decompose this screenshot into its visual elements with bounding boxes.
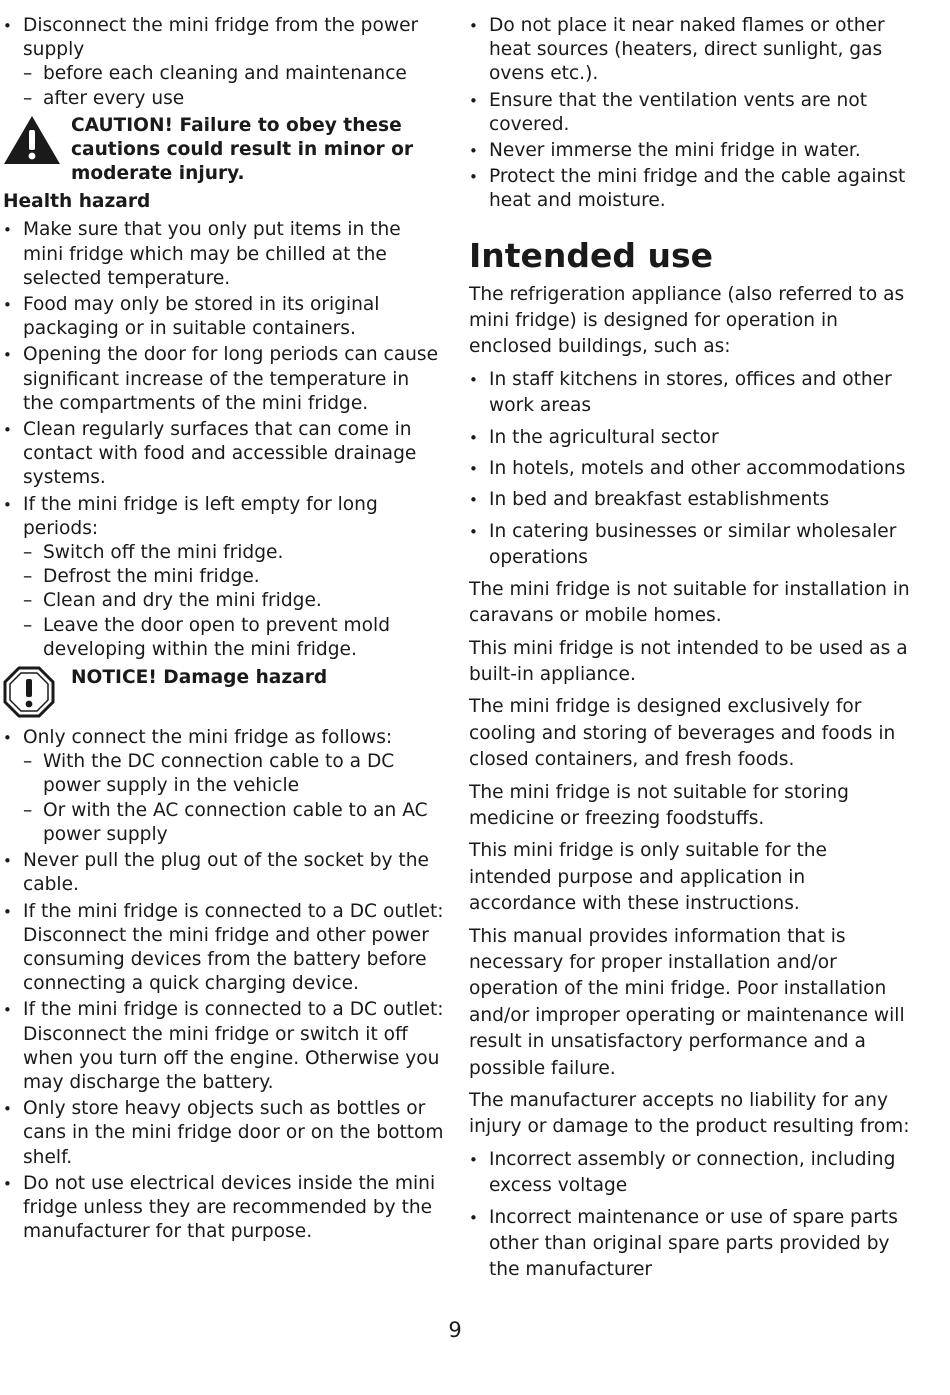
list-item bbox=[3, 726, 445, 847]
sublist-item: – Defrost the mini fridge. bbox=[23, 565, 445, 589]
paragraph: This mini fridge is not intended to be used as a built-in appliance. bbox=[469, 637, 908, 685]
sublist-item: – With the DC connection cable to a DC power supply in the vehicle bbox=[23, 750, 445, 798]
warning-triangle-icon bbox=[3, 114, 71, 170]
list-item: • Protect the mini fridge and the cable against heat and moisture. bbox=[469, 165, 914, 213]
sublist-item: – before each cleaning and maintenance bbox=[23, 62, 445, 86]
list-item: • In catering businesses or similar wholesaler operations bbox=[469, 519, 914, 572]
list-item: • In hotels, motels and other accommodations bbox=[469, 456, 914, 482]
list-item: • Clean regularly surfaces that can come in contact with food and accessible drainage systems. bbox=[3, 418, 445, 491]
list-item: • If the mini fridge is connected to a DC outlet: Disconnect the mini fridge or switch it off when you turn off the engine. Otherwise you may discharge the battery. bbox=[3, 998, 445, 1095]
sublist bbox=[23, 750, 445, 847]
sublist-item: – Clean and dry the mini fridge. bbox=[23, 589, 445, 613]
list-item: • Never immerse the mini fridge in water. bbox=[469, 139, 914, 163]
health-list bbox=[3, 218, 445, 662]
paragraph: The mini fridge is designed exclusively for cooling and storing of beverages and foods in closed containers, and fresh foods. bbox=[469, 696, 896, 771]
paragraph: This manual provides information that is necessary for proper installation and/or operation of the mini fridge. Poor installation and/or improper operating or maintenance will result in unsatisfactory performance and a possible failure. bbox=[469, 925, 905, 1079]
list-item: • Make sure that you only put items in the mini fridge which may be chilled at the selected temperature. bbox=[3, 218, 445, 291]
right-column bbox=[469, 14, 914, 1289]
list-item bbox=[3, 14, 445, 111]
health-hazard-heading: Health hazard bbox=[3, 191, 151, 213]
paragraph: The mini fridge is not suitable for installation in caravans or mobile homes. bbox=[469, 578, 910, 627]
list-item: • In bed and breakfast establishments bbox=[469, 487, 914, 513]
notice-octagon-icon bbox=[3, 666, 71, 722]
list-item: • Incorrect assembly or connection, including excess voltage bbox=[469, 1147, 914, 1200]
section-heading: Intended use bbox=[469, 235, 714, 275]
places-list bbox=[469, 367, 914, 572]
caution-block bbox=[3, 114, 445, 187]
sublist-item: – Or with the AC connection cable to an AC power supply bbox=[23, 799, 445, 847]
list-item: • Food may only be stored in its original packaging or in suitable containers. bbox=[3, 293, 445, 341]
list-item: • Incorrect maintenance or use of spare parts other than original spare parts provided by the manufacturer bbox=[469, 1205, 914, 1284]
sublist bbox=[23, 62, 445, 110]
list-item: • Ensure that the ventilation vents are not covered. bbox=[469, 89, 914, 137]
sublist-item: – Leave the door open to prevent mold developing within the mini fridge. bbox=[23, 614, 445, 662]
notice-list bbox=[3, 726, 445, 1244]
list-item: • In the agricultural sector bbox=[469, 425, 914, 451]
sublist-item: – after every use bbox=[23, 87, 445, 111]
paragraph: The manufacturer accepts no liability for any injury or damage to the product resulting from: bbox=[469, 1090, 910, 1138]
safety-list bbox=[469, 14, 914, 214]
list-item: • Opening the door for long periods can cause significant increase of the temperature in the compartments of the mini fridge. bbox=[3, 343, 445, 416]
left-column bbox=[3, 14, 445, 1246]
paragraph: This mini fridge is only suitable for the intended purpose and application in accordance with these instructions. bbox=[469, 840, 827, 915]
list-item-text: If the mini fridge is left empty for long periods: bbox=[23, 493, 378, 539]
sublist bbox=[23, 541, 445, 662]
list-item bbox=[3, 493, 445, 662]
list-item: • Do not place it near naked flames or other heat sources (heaters, direct sunlight, gas ovens etc.). bbox=[469, 14, 914, 87]
notice-block bbox=[3, 666, 445, 722]
disconnect-list bbox=[3, 14, 445, 111]
paragraph: The mini fridge is not suitable for storing medicine or freezing foodstuffs. bbox=[469, 781, 849, 829]
list-item-text: Disconnect the mini fridge from the power supply bbox=[23, 15, 419, 61]
page-number: 9 bbox=[448, 1318, 462, 1342]
list-item: • Never pull the plug out of the socket by the cable. bbox=[3, 849, 445, 897]
paragraph: The refrigeration appliance (also referred to as mini fridge) is designed for operation in enclosed buildings, such as: bbox=[469, 283, 905, 358]
list-item-text: Only connect the mini fridge as follows: bbox=[23, 727, 393, 749]
sublist-item: – Switch off the mini fridge. bbox=[23, 541, 445, 565]
list-item: • If the mini fridge is connected to a DC outlet: Disconnect the mini fridge and other power consuming devices from the battery before connecting a quick charging device. bbox=[3, 900, 445, 997]
list-item: • Do not use electrical devices inside the mini fridge unless they are recommended by the manufacturer for that purpose. bbox=[3, 1172, 445, 1245]
list-item: • Only store heavy objects such as bottles or cans in the mini fridge door or on the bottom shelf. bbox=[3, 1097, 445, 1170]
caution-text: CAUTION! Failure to obey these cautions could result in minor or moderate injury. bbox=[71, 114, 414, 185]
liability-list bbox=[469, 1147, 914, 1284]
notice-text: NOTICE! Damage hazard bbox=[71, 667, 328, 689]
list-item: • In staff kitchens in stores, offices and other work areas bbox=[469, 367, 914, 420]
